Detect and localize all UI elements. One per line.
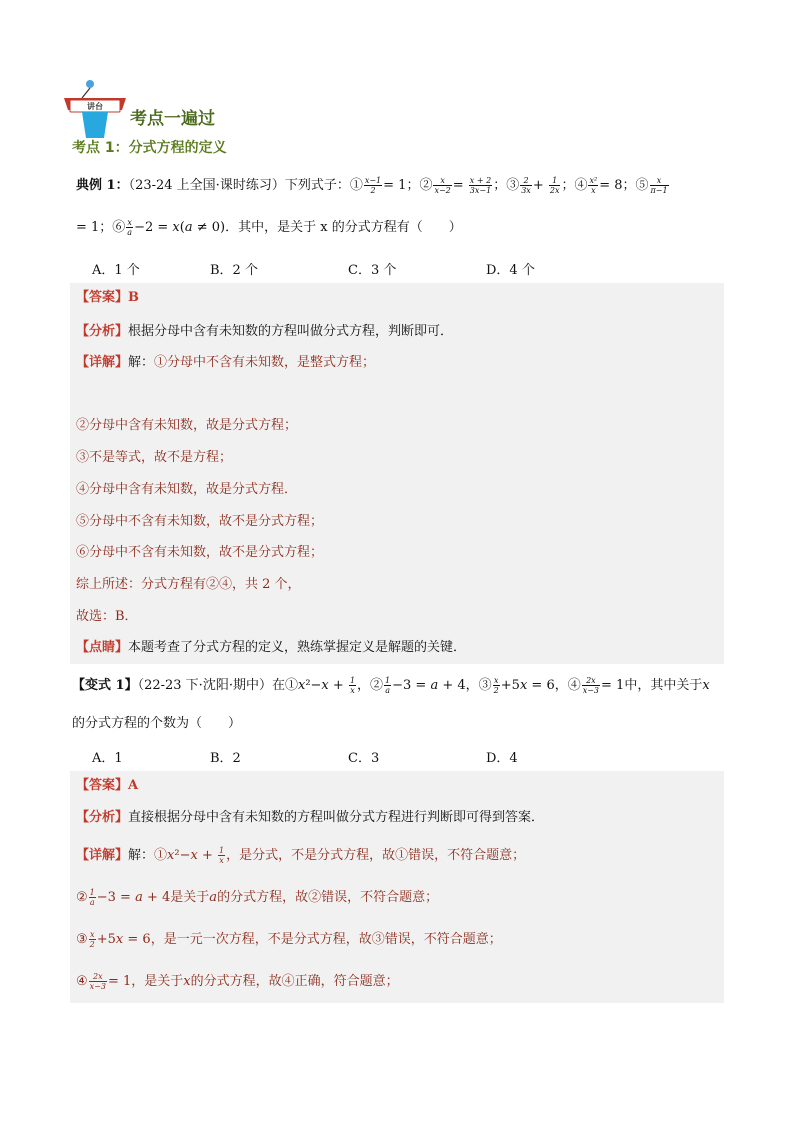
variant1-question-line1: 【变式 1】（22-23 下·沈阳·期中）在①x²−x + $\frac{1}{x}$ ，② $\frac{1}{a}$ −3 = a + 4，③ $\frac{x}{2}$ +5x = 6，④ $\frac{2x}{x-3}$ = 1中，其中关于x <box>72 676 710 695</box>
example1-analysis: 【分析】根据分母中含有未知数的方程叫做分式方程，判断即可． <box>76 324 454 339</box>
example1-question-line1: 典例 1：（23-24 上全国·课时练习）下列式子：① $\frac{x-1}{2}$ = 1；② $\frac{x}{x-2}$ = $\frac{x + 2}{3x-1}$ ；③ $\frac{2}{3x}$ + $\frac{1}{2x}$ ；④ $\frac{\text{x²}}{x}$ = 8；⑤ $\frac{x}{\pi-1}$ <box>76 176 668 195</box>
example1-detail-2: ②分母中含有未知数，故是分式方程； <box>76 418 298 433</box>
logo-text: 讲台 <box>87 102 103 111</box>
variant1-answer: 【答案】A <box>76 778 139 793</box>
example1-comment: 【点睛】本题考查了分式方程的定义，熟练掌握定义是解题的关键． <box>76 640 467 655</box>
example1-detail-3: ③不是等式，故不是方程； <box>76 450 233 465</box>
option-a: A．1 个 <box>92 263 140 278</box>
variant1-answer-box <box>70 771 724 1003</box>
lectern-logo-icon <box>60 76 130 142</box>
example1-detail-4: ④分母中含有未知数，故是分式方程． <box>76 482 298 497</box>
example1-answer: 【答案】B <box>76 290 140 305</box>
variant1-detail-4: ④ $\frac{2x}{x-3}$ = 1，是关于x的分式方程，故④正确，符合题意； <box>76 972 399 991</box>
variant1-detail-2: ② $\frac{1}{a}$ −3 = a + 4是关于a的分式方程，故②错误，不符合题意； <box>76 888 439 907</box>
option-c: C．3 个 <box>348 263 397 278</box>
example1-question-line2: = 1；⑥ $\frac{x}{a}$ −2 = x(a ≠ 0)．其中，是关于 x 的分式方程有（ ） <box>76 218 462 237</box>
variant1-analysis: 【分析】直接根据分母中含有未知数的方程叫做分式方程进行判断即可得到答案． <box>76 810 545 825</box>
option-a: A．1 <box>92 751 123 766</box>
option-d: D．4 <box>486 751 518 766</box>
section-title: 考点一遍过 <box>130 109 215 129</box>
option-b: B．2 个 <box>210 263 258 278</box>
variant1-detail-1: 【详解】解：①x²−x + $\frac{1}{x}$ ，是分式，不是分式方程，故①错误，不符合题意； <box>76 846 526 865</box>
example1-detail-intro: 【详解】解：①分母中不含有未知数，是整式方程； <box>76 355 376 370</box>
knowledge-point-title: 考点 1：分式方程的定义 <box>72 140 227 156</box>
option-b: B．2 <box>210 751 241 766</box>
option-c: C．3 <box>348 751 380 766</box>
example1-detail-5: ⑤分母中不含有未知数，故不是分式方程； <box>76 514 324 529</box>
example1-choice: 故选：B． <box>76 609 138 624</box>
option-d: D．4 个 <box>486 263 535 278</box>
example1-detail-6: ⑥分母中不含有未知数，故不是分式方程； <box>76 545 324 560</box>
variant1-question-line2: 的分式方程的个数为（ ） <box>72 716 242 731</box>
variant1-detail-3: ③ $\frac{x}{2}$ +5x = 6，是一元一次方程，不是分式方程，故③错误，不符合题意； <box>76 930 502 949</box>
example1-summary: 综上所述：分式方程有②④，共 2 个， <box>76 577 301 592</box>
